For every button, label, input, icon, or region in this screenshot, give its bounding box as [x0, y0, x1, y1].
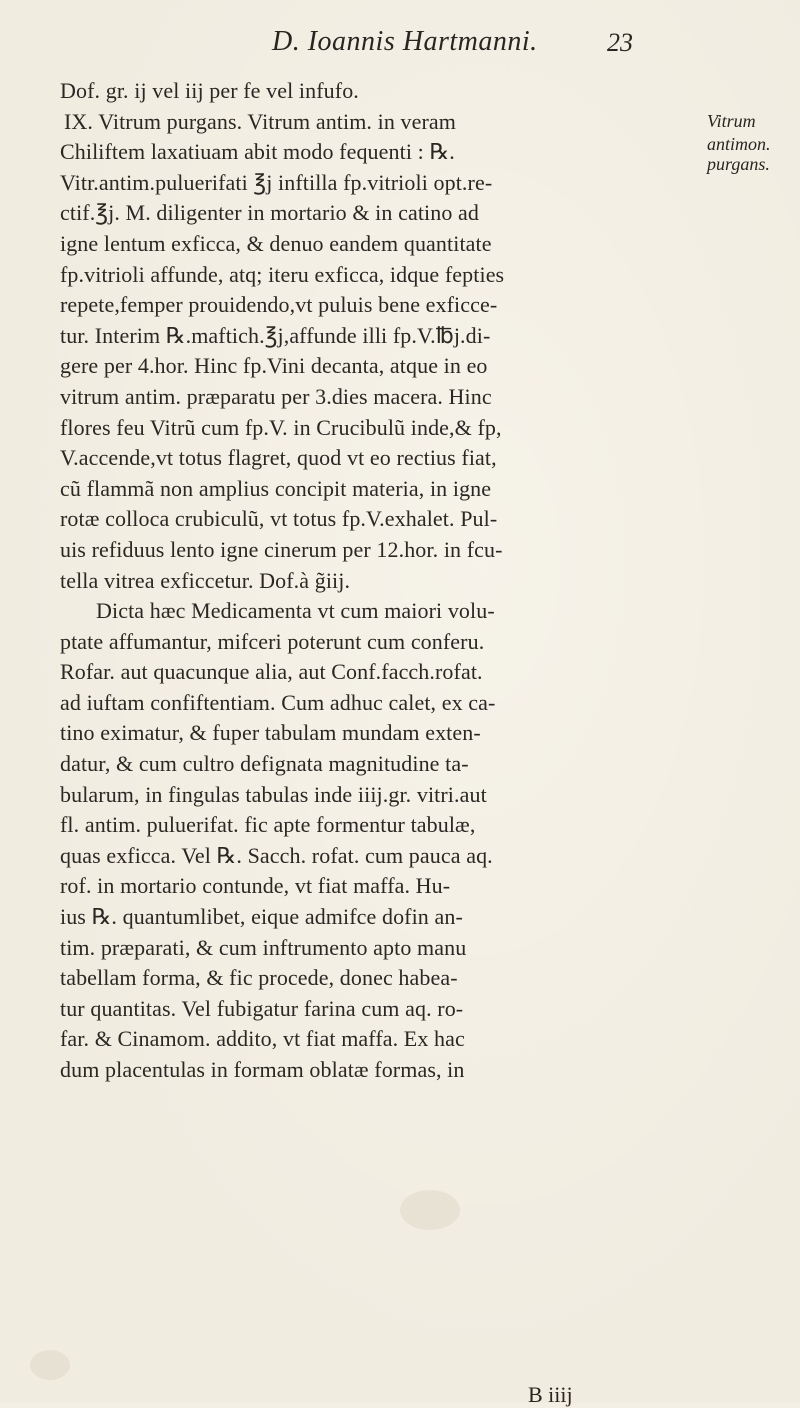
margin-notes: [707, 106, 799, 180]
text-line: dum placentulas in formam oblatæ formas, in: [60, 1057, 465, 1082]
margin-note: purgans.: [707, 154, 770, 175]
running-head: [0, 26, 800, 66]
text-line: far. & Cinamom. addito, vt fiat maffa. Ex hac: [60, 1026, 465, 1052]
text-line: cũ flammã non amplius concipit materia, in igne: [60, 475, 492, 501]
margin-note: Vitrum: [707, 111, 756, 131]
text-line: tabellam forma, & fic procede, donec habea-: [60, 965, 458, 991]
text-line: tim. præparati, & cum inftrumento apto manu: [60, 934, 467, 960]
text-line: tino eximatur, & fuper tabulam mundam exten-: [60, 720, 481, 746]
text-line: fp.vitrioli affunde, atq; iteru exficca, idque fepties: [60, 261, 505, 287]
margin-note: antimon.: [707, 133, 771, 154]
text-line: ad iuftam confiftentiam. Cum adhuc calet, ex ca-: [60, 689, 496, 715]
text-line: bularum, in fingulas tabulas inde iiij.gr. vitri.aut: [60, 781, 487, 807]
text-line: ius ℞. quantumlibet, eique admifce dofin an-: [60, 904, 463, 930]
text-line: tur quantitas. Vel fubigatur farina cum aq. ro-: [60, 995, 464, 1021]
text-line: Dicta hæc Medicamenta vt cum maiori volu-: [96, 598, 495, 624]
text-line: tur. Interim ℞.maftich.℥j,affunde illi fp.V.℔j.di-: [60, 322, 491, 348]
text-line: rof. in mortario contunde, vt fiat maffa. Hu-: [60, 873, 451, 899]
page-number: 23: [607, 28, 633, 57]
text-line: ctif.℥j. M. diligenter in mortario & in catino ad: [60, 200, 480, 226]
text-line: fl. antim. puluerifat. fic apte formentur tabulæ,: [60, 812, 476, 838]
running-title: D. Ioannis Hartmanni.: [272, 26, 538, 57]
text-line: ptate affumantur, mifceri poterunt cum conferu.: [60, 628, 485, 654]
text-line: gere per 4.hor. Hinc fp.Vini decanta, atque in eo: [60, 353, 488, 379]
text-line: tella vitrea exficcetur. Dof.à g̃iij.: [60, 567, 351, 593]
text-line: quas exficca. Vel ℞. Sacch. rofat. cum pauca aq.: [60, 842, 493, 868]
signature-mark: B iiij: [528, 1382, 573, 1407]
text-line: Chiliftem laxatiuam abit modo fequenti : ℞.: [60, 139, 455, 165]
text-line: igne lentum exficca, & denuo eandem quantitate: [60, 230, 492, 256]
text-line: datur, & cum cultro defignata magnitudine ta-: [60, 751, 469, 777]
paper-stain: [400, 1190, 460, 1230]
body-text: [60, 76, 700, 1086]
text-line: uis refiduus lento igne cinerum per 12.hor. in fcu-: [60, 536, 503, 562]
text-line: flores feu Vitrũ cum fp.V. in Crucibulũ inde,& fp,: [60, 414, 502, 440]
text-line: Dof. gr. ij vel iij per fe vel infufo.: [60, 78, 359, 103]
text-line: Rofar. aut quacunque alia, aut Conf.facch.rofat.: [60, 659, 483, 685]
paper-stain: [30, 1350, 70, 1380]
text-line: rotæ colloca crubiculũ, vt totus fp.V.exhalet. Pul-: [60, 506, 498, 532]
text-line: repete,femper prouidendo,vt puluis bene exficce-: [60, 292, 498, 318]
text-line: vitrum antim. præparatu per 3.dies macera. Hinc: [60, 383, 492, 409]
text-line: IX. Vitrum purgans. Vitrum antim. in veram: [64, 108, 457, 134]
text-line: Vitr.antim.puluerifati ℥j inftilla fp.vitrioli opt.re-: [60, 169, 493, 195]
text-line: V.accende,vt totus flagret, quod vt eo rectius fiat,: [60, 445, 497, 471]
